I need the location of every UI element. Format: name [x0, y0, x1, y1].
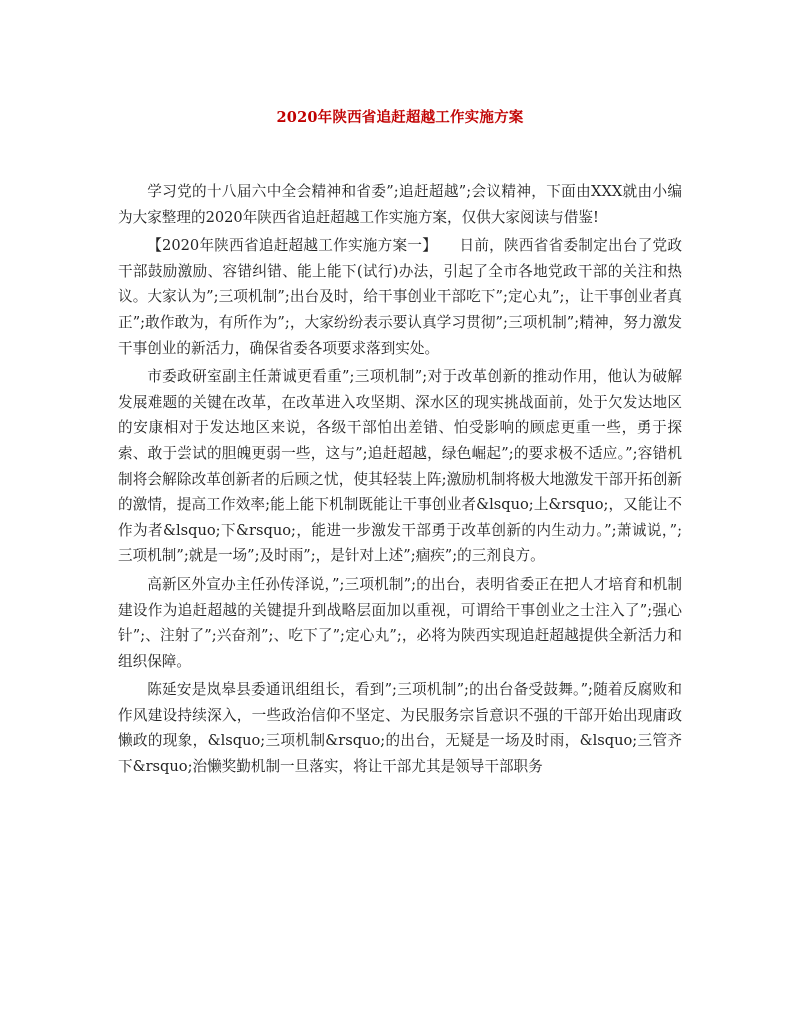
document-title: 2020年陕西省追赶超越工作实施方案 [276, 109, 524, 126]
paragraph-intro: 学习党的十八届六中全会精神和省委”;追赶超越”;会议精神，下面由XXX就由小编为大家整理的2020年陕西省追赶超越工作实施方案，仅供大家阅读与借鉴! [118, 183, 682, 226]
paragraph-chen-yanan: 陈延安是岚皋县委通讯组组长，看到”;三项机制”;的出台备受鼓舞。”;随着反腐败和作风建设持续深入，一些政治信仰不坚定、为民服务宗旨意识不强的干部开始出现庸政懒政的现象，&lsquo;三项机制&rsquo;的出台，无疑是一场及时雨，&lsquo;三管齐下&rsquo;治懒奖勤机制一旦落实，将让干部尤其是领导干部职务 [118, 681, 682, 776]
paragraph-xiao-cheng: 市委政研室副主任萧诚更看重”;三项机制”;对于改革创新的推动作用，他认为破解发展难题的关键在改革，在改革进入攻坚期、深水区的现实挑战面前，处于欠发达地区的安康相对于发达地区来说，各级干部怕出差错、怕受影响的顾虑更重一些，勇于探索、敢于尝试的胆魄更弱一些，这与”;追赶超越，绿色崛起”;的要求极不适应。”;容错机制将会解除改革创新者的后顾之忧，使其轻装上阵;激励机制将极大地激发干部开拓创新的激情，提高工作效率;能上能下机制既能让干事创业者&lsquo;上&rsquo;，又能让不作为者&lsquo;下&rsquo;，能进一步激发干部勇于改革创新的内生动力。”;萧诚说，”;三项机制”;就是一场”;及时雨”;，是针对上述”;痼疾”;的三剂良方。 [118, 368, 682, 565]
paragraph-sun-chuanze: 高新区外宣办主任孙传泽说，”;三项机制”;的出台，表明省委正在把人才培育和机制建设作为追赶超越的关键提升到战略层面加以重视，可谓给干事创业之士注入了”;强心针”;、注射了”;兴奋剂”;、吃下了”;定心丸”;，必将为陕西实现追赶超越提供全新活力和组织保障。 [118, 575, 682, 670]
paragraph-plan-one: 【2020年陕西省追赶超越工作实施方案一】 日前，陕西省省委制定出台了党政干部鼓励激励、容错纠错、能上能下(试行)办法，引起了全市各地党政干部的关注和热议。大家认为”;三项机制”;出台及时，给干事创业干部吃下”;定心丸”;，让干事创业者真正”;敢作敢为，有所作为”;，大家纷纷表示要认真学习贯彻”;三项机制”;精神，努力激发干事创业的新活力，确保省委各项要求落到实处。 [118, 237, 682, 357]
